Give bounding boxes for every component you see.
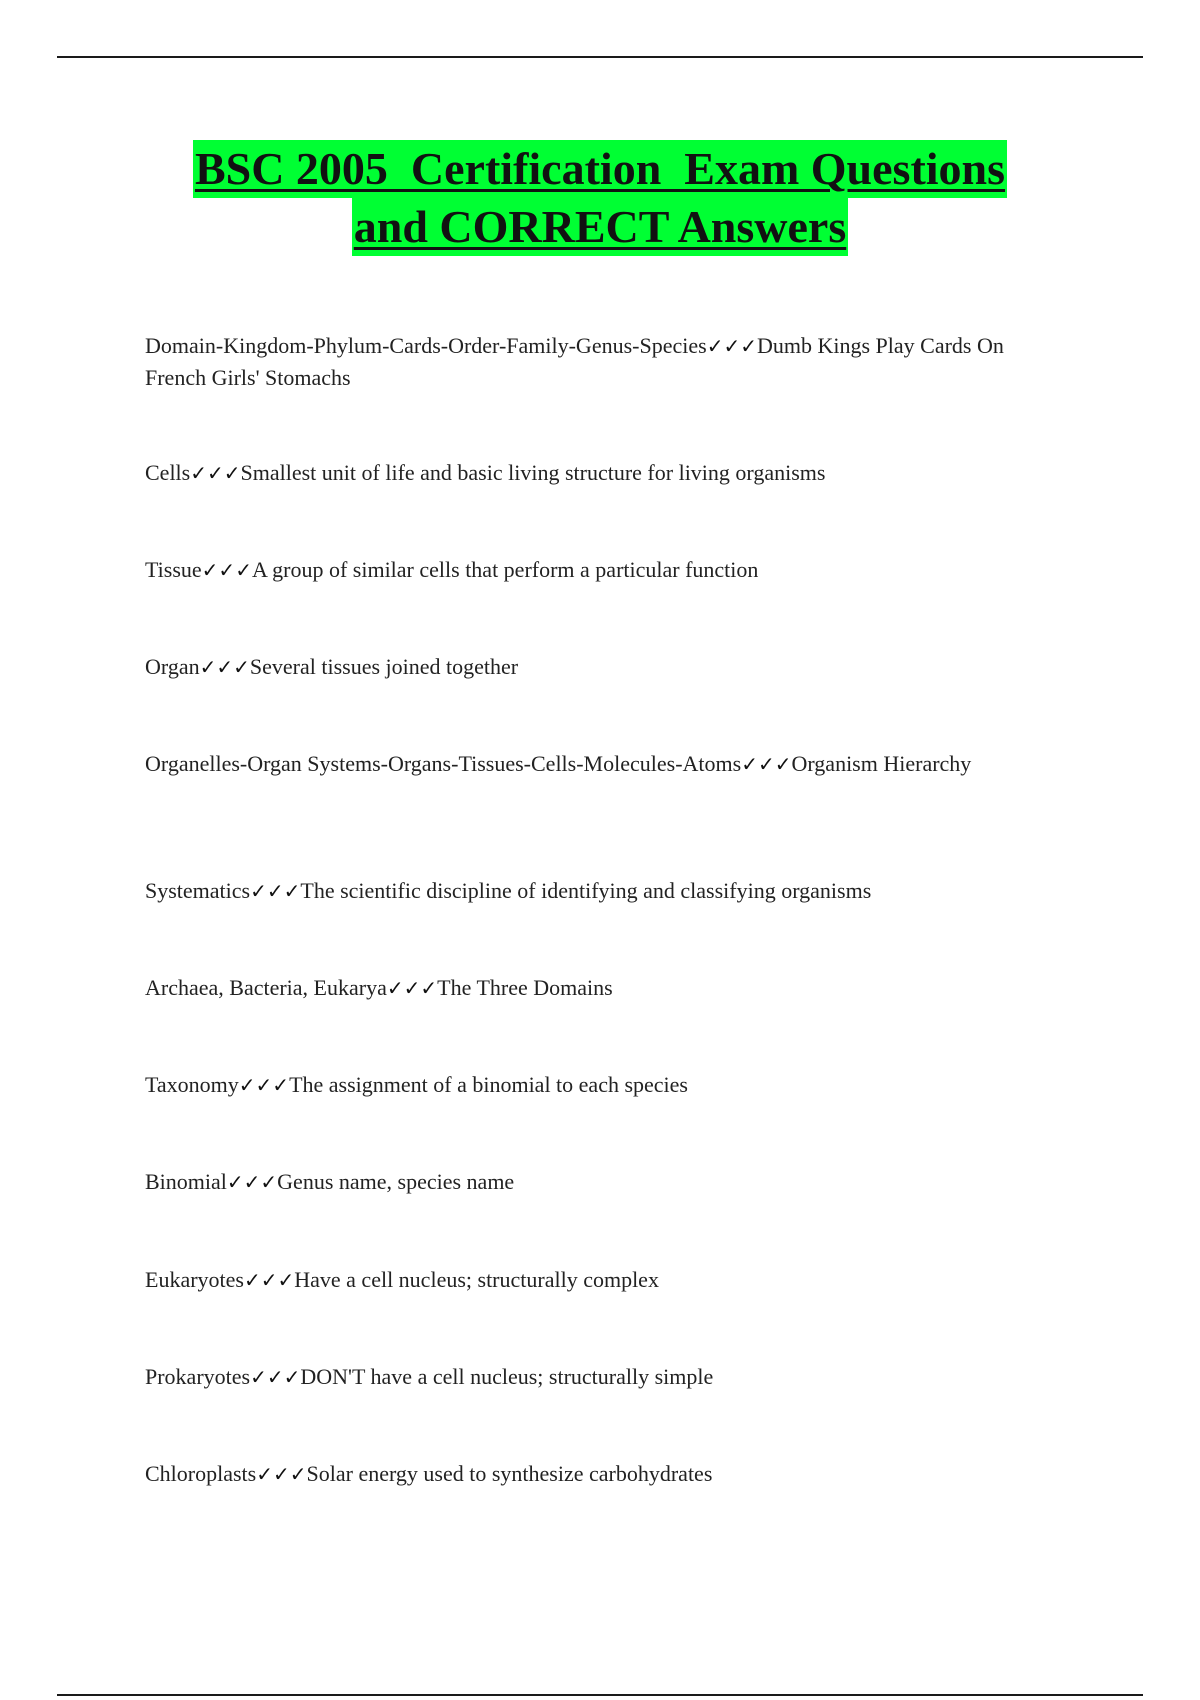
qa-term: Eukaryotes: [145, 1267, 244, 1292]
qa-item: [145, 457, 1025, 489]
bottom-rule: [57, 1694, 1143, 1696]
checkmarks-icon: ✓✓✓: [256, 1462, 307, 1486]
checkmarks-icon: ✓✓✓: [386, 976, 438, 1000]
checkmarks-icon: ✓✓✓: [250, 879, 301, 903]
qa-answer: Dumb Kings Play Cards On French Girls' Stomachs: [145, 333, 1004, 390]
qa-answer: Smallest unit of life and basic living structure for living organisms: [240, 460, 826, 485]
top-rule: [57, 56, 1143, 58]
checkmarks-icon: ✓✓✓: [199, 655, 250, 679]
qa-term: Binomial: [145, 1169, 227, 1194]
checkmarks-icon: ✓✓✓: [250, 1365, 301, 1389]
qa-term: Systematics: [145, 878, 251, 903]
title-line-2: and CORRECT Answers: [352, 198, 848, 256]
qa-answer: The Three Domains: [437, 975, 613, 1000]
qa-answer: The scientific discipline of identifying and classifying organisms: [300, 878, 872, 903]
qa-item: [145, 330, 1025, 393]
qa-term: Archaea, Bacteria, Eukarya: [145, 975, 387, 1000]
qa-item: [145, 1264, 1025, 1296]
qa-answer: Have a cell nucleus; structurally complex: [294, 1267, 659, 1292]
checkmarks-icon: ✓✓✓: [243, 1268, 295, 1292]
checkmarks-icon: ✓✓✓: [226, 1170, 278, 1194]
qa-term: Domain-Kingdom-Phylum-Cards-Order-Family-Genus-Species: [145, 333, 707, 358]
qa-term: Cells: [145, 460, 191, 485]
qa-answer: Solar energy used to synthesize carbohydrates: [306, 1461, 713, 1486]
qa-answer: Genus name, species name: [277, 1169, 515, 1194]
qa-item: [145, 1361, 1025, 1393]
qa-item: [145, 1458, 1025, 1490]
qa-item: [145, 651, 1025, 683]
checkmarks-icon: ✓✓✓: [741, 752, 792, 776]
qa-item: [145, 1166, 1025, 1198]
qa-answer: DON'T have a cell nucleus; structurally simple: [300, 1364, 714, 1389]
qa-answer: Several tissues joined together: [249, 654, 519, 679]
checkmarks-icon: ✓✓✓: [201, 558, 252, 582]
qa-term: Chloroplasts: [145, 1461, 257, 1486]
qa-answer: A group of similar cells that perform a particular function: [251, 557, 759, 582]
checkmarks-icon: ✓✓✓: [190, 461, 241, 485]
title-line-1: BSC 2005 Certification Exam Questions: [193, 140, 1007, 198]
checkmarks-icon: ✓✓✓: [238, 1073, 290, 1097]
qa-term: Tissue: [145, 557, 202, 582]
qa-term: Taxonomy: [145, 1072, 239, 1097]
qa-term: Organ: [145, 654, 200, 679]
qa-item: [145, 554, 1025, 586]
qa-item: [145, 748, 1025, 780]
qa-item: [145, 1069, 1025, 1101]
checkmarks-icon: ✓✓✓: [706, 334, 757, 358]
qa-answer: The assignment of a binomial to each species: [289, 1072, 688, 1097]
qa-item: [145, 875, 1025, 907]
qa-term: Prokaryotes: [145, 1364, 251, 1389]
qa-term: Organelles-Organ Systems-Organs-Tissues-Cells-Molecules-Atoms: [145, 751, 742, 776]
qa-item: [145, 972, 1025, 1004]
qa-answer: Organism Hierarchy: [791, 751, 972, 776]
document-title: [100, 140, 1100, 256]
